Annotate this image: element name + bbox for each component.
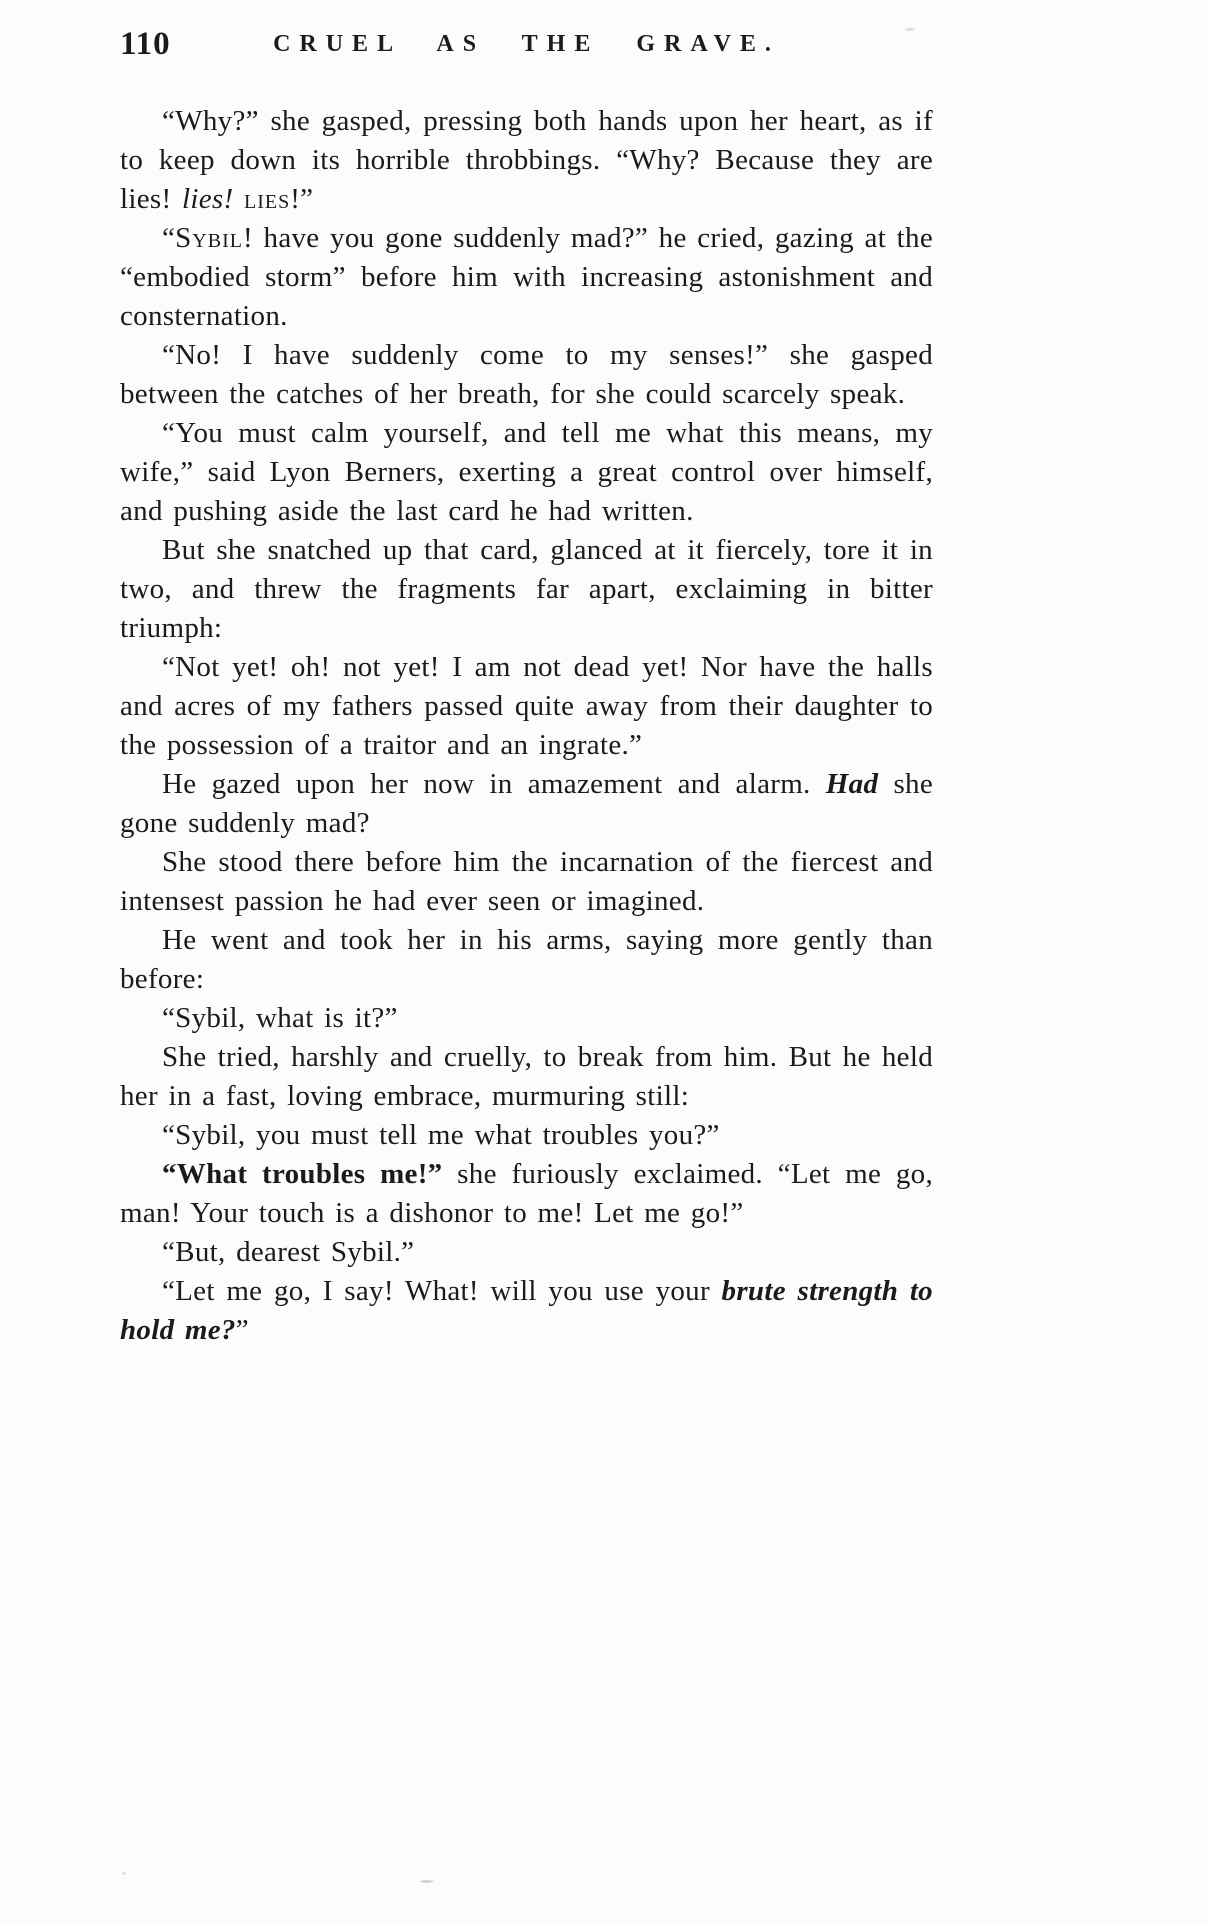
text-segment: !”	[290, 183, 314, 215]
page-header	[120, 26, 933, 70]
text-segment: she furiously exclaimed. “Let me go, man! Your touch is a dishonor to me! Let me go!”	[120, 1158, 933, 1229]
paragraph	[120, 531, 933, 648]
text-segment: brute strength to hold me?	[120, 1275, 933, 1346]
text-segment: “	[162, 222, 176, 254]
paragraph	[120, 999, 933, 1038]
paragraph	[120, 921, 933, 999]
scan-artifact	[420, 1880, 434, 1883]
text-segment: “Why?” she gasped, pressing both hands upon her heart, as if to keep down its horrible throbbings. “Why? Because they are lies!	[120, 105, 933, 215]
text-segment: “No! I have suddenly come to my senses!” she gasped between the catches of her breath, for she could scarcely speak.	[120, 339, 933, 410]
text-segment: “Not yet! oh! not yet! I am not dead yet! Nor have the halls and acres of my fathers passed quite away from their daughter to the possession of a traitor and an ingrate.”	[120, 651, 933, 761]
text-segment: She stood there before him the incarnation of the fiercest and intensest passion he had ever seen or imagined.	[120, 846, 933, 917]
paragraph	[120, 219, 933, 336]
paragraph	[120, 1155, 933, 1233]
paragraph	[120, 843, 933, 921]
scan-artifact	[122, 1872, 126, 1875]
text-segment: She tried, harshly and cruelly, to break from him. But he held her in a fast, loving embrace, murmuring still:	[120, 1041, 933, 1112]
text-segment: lies!	[181, 183, 234, 215]
paragraph	[120, 102, 933, 219]
paragraph	[120, 414, 933, 531]
text-segment: “What troubles me!”	[162, 1158, 443, 1190]
text-segment: lies	[243, 183, 291, 215]
paragraph	[120, 1116, 933, 1155]
running-title: CRUEL AS THE GRAVE.	[273, 31, 780, 57]
paragraph	[120, 1233, 933, 1272]
scan-artifact	[905, 28, 915, 31]
text-segment: “But, dearest Sybil.”	[162, 1236, 415, 1268]
text-segment: ”	[235, 1314, 249, 1346]
page-body	[120, 102, 933, 1350]
paragraph	[120, 648, 933, 765]
text-segment: Had	[825, 768, 879, 800]
text-segment: “Sybil, what is it?”	[162, 1002, 398, 1034]
paragraph	[120, 1038, 933, 1116]
text-segment: “Sybil, you must tell me what troubles you?”	[162, 1119, 720, 1151]
text-segment	[233, 183, 244, 215]
paragraph	[120, 1272, 933, 1350]
text-segment: But she snatched up that card, glanced at it fiercely, tore it in two, and threw the fragments far apart, exclaiming in bitter triumph:	[120, 534, 933, 644]
text-segment: He gazed upon her now in amazement and alarm.	[162, 768, 826, 800]
paragraph	[120, 336, 933, 414]
text-segment: ! have you gone suddenly mad?” he cried, gazing at the “embodied storm” before him with increasing astonishment and consternation.	[120, 222, 933, 332]
paragraph	[120, 765, 933, 843]
page-number: 110	[120, 26, 171, 62]
text-segment: He went and took her in his arms, saying more gently than before:	[120, 924, 933, 995]
text-segment: Sybil	[175, 222, 243, 254]
text-segment: she gone suddenly mad?	[120, 768, 933, 839]
text-segment: “Let me go, I say! What! will you use your	[162, 1275, 722, 1307]
text-segment: “You must calm yourself, and tell me what this means, my wife,” said Lyon Berners, exerting a great control over himself, and pushing aside the last card he had written.	[120, 417, 933, 527]
